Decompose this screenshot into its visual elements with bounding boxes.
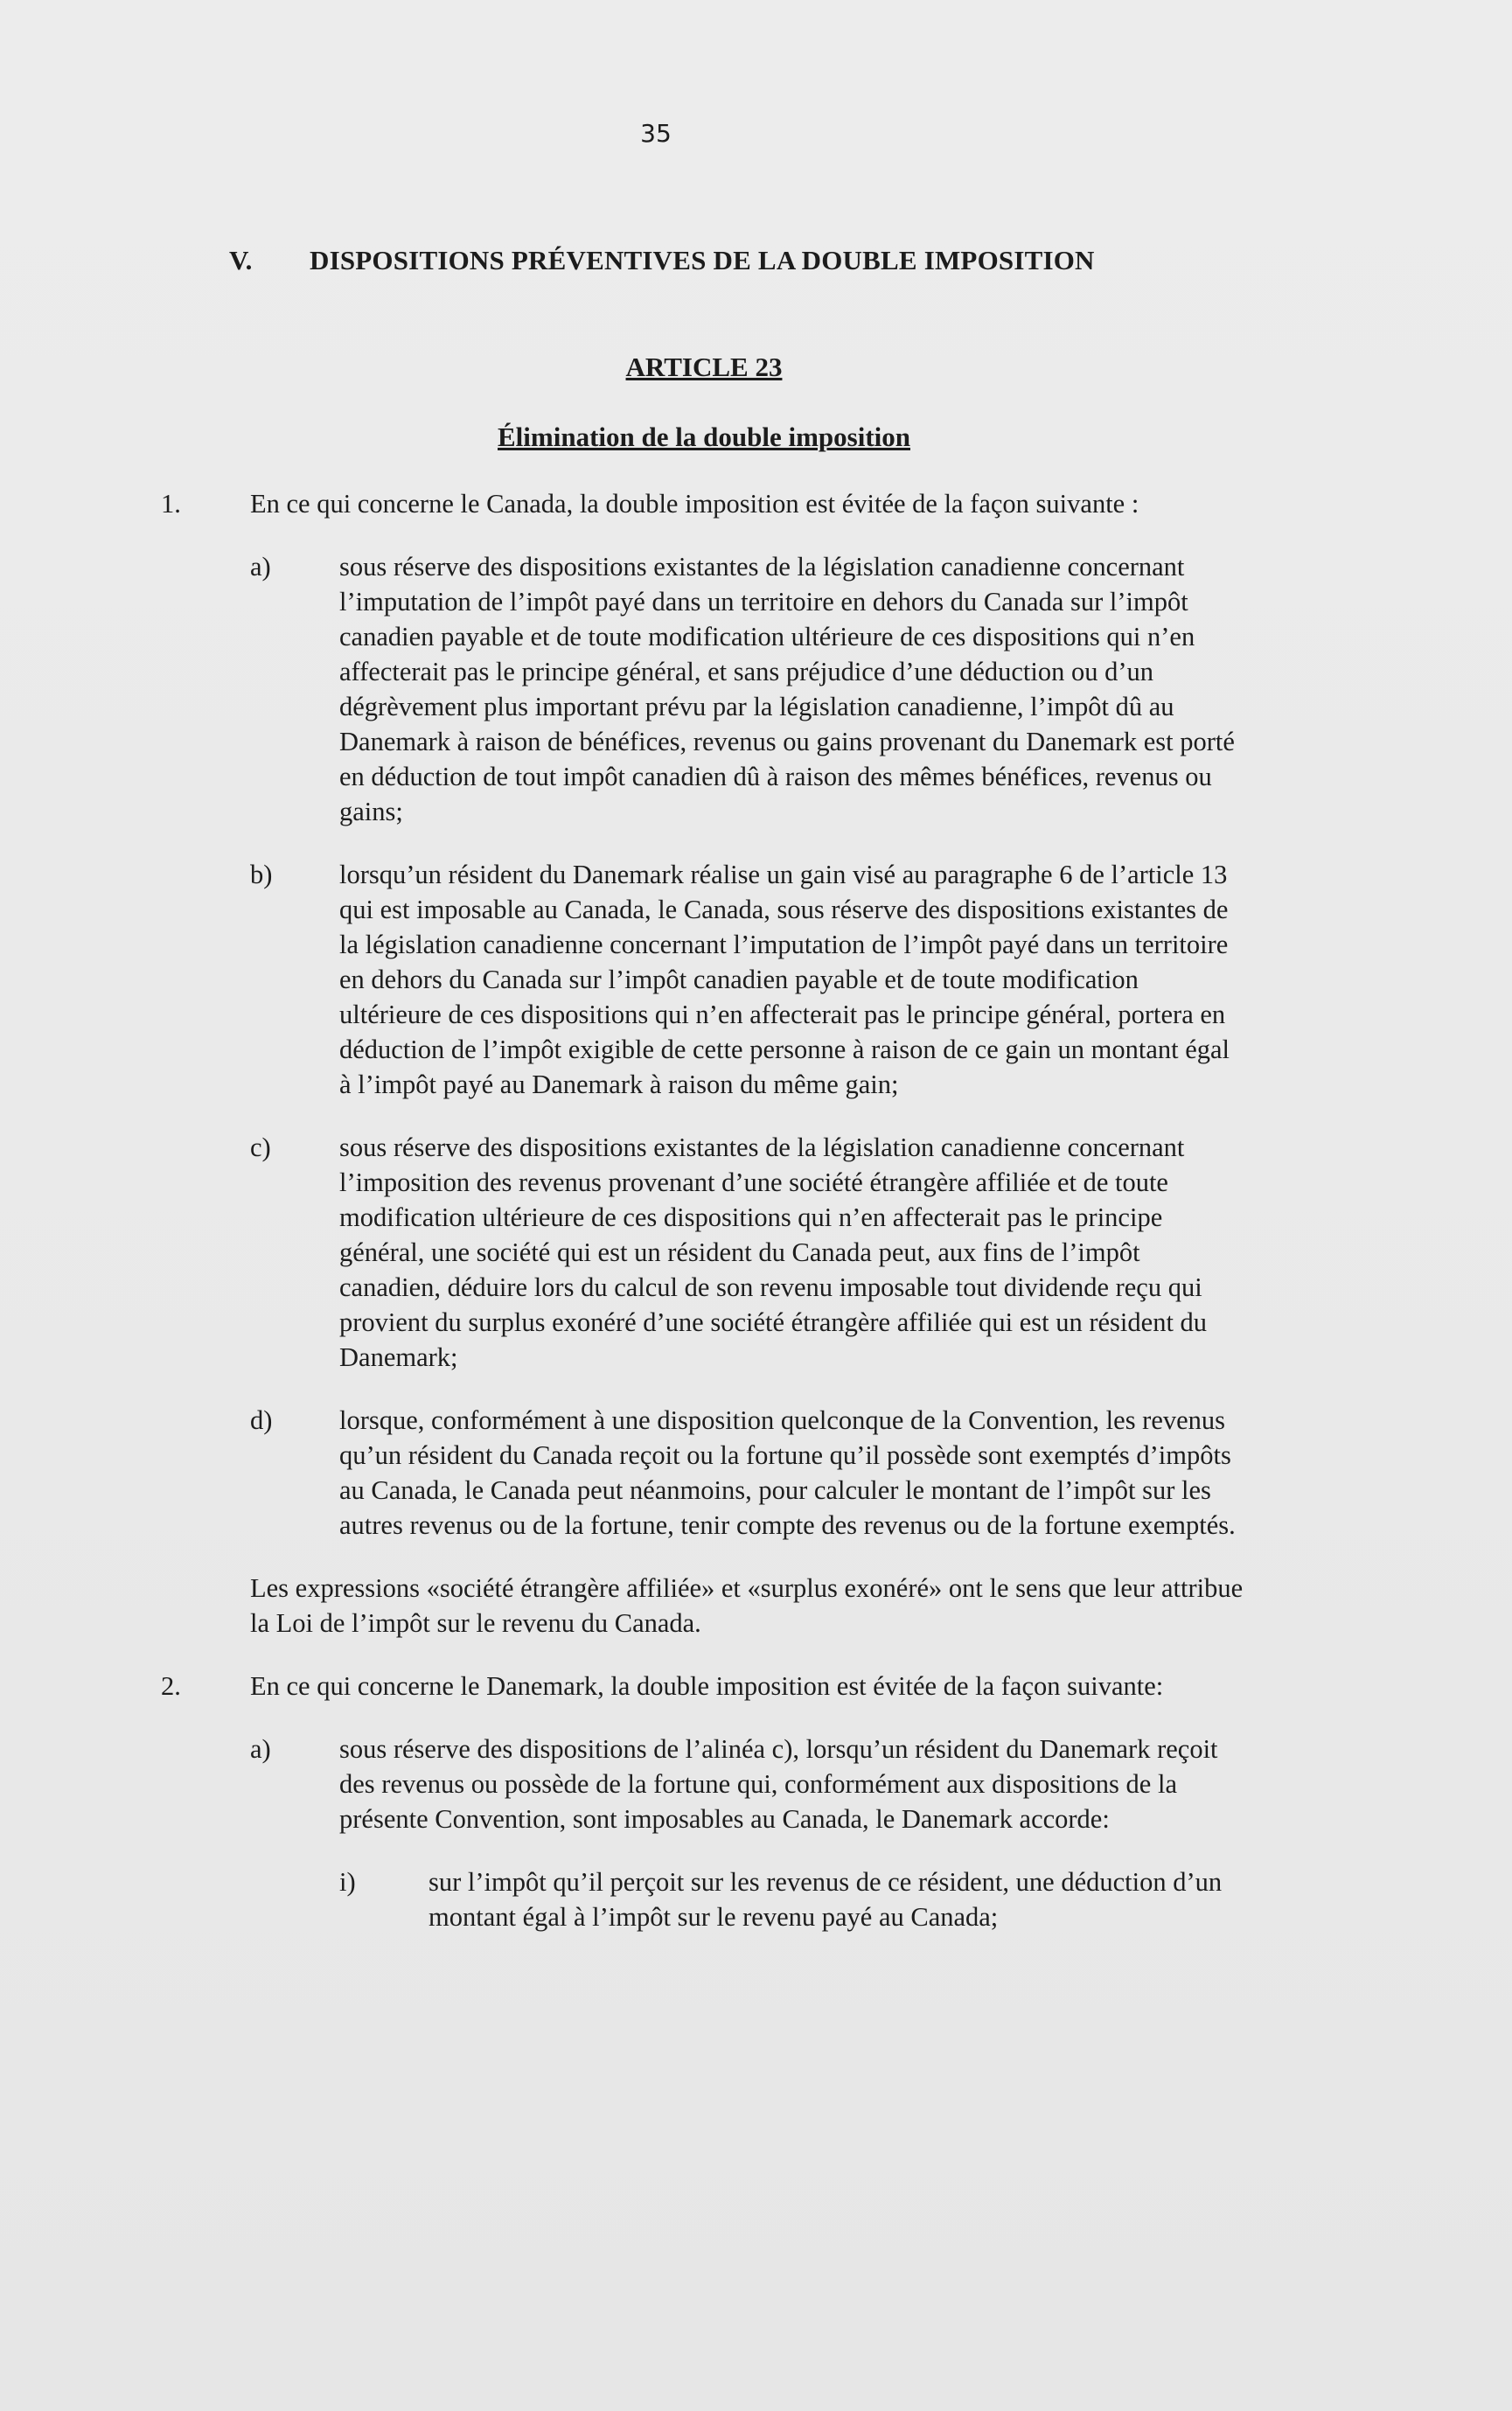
section-title: DISPOSITIONS PRÉVENTIVES DE LA DOUBLE IMPOSITION [310, 245, 1095, 275]
list-item [250, 1403, 1245, 1543]
item-label: d) [250, 1405, 273, 1435]
article-subtitle: Élimination de la double imposition [498, 422, 910, 452]
item-label: b) [250, 860, 273, 889]
item-label: i) [339, 1867, 356, 1897]
item-label: a) [250, 552, 271, 582]
article-body [161, 486, 1245, 1962]
paragraph-intro: En ce qui concerne le Danemark, la double imposition est évitée de la façon suivante: [250, 1671, 1164, 1701]
paragraph-closing: Les expressions «société étrangère affiliée» et «surplus exonéré» ont le sens que leur attribue la Loi de l’impôt sur le revenu du Canada. [250, 1573, 1244, 1638]
item-text: sur l’impôt qu’il perçoit sur les revenus de ce résident, une déduction d’un montant égal à l’impôt sur le revenu payé au Canada; [429, 1867, 1223, 1932]
item-text: sous réserve des dispositions existantes de la législation canadienne concernant l’imputation de l’impôt payé dans un territoire en dehors du Canada sur l’impôt canadien payable et de toute modification ultérieure de ces dispositions qui n’en affecterait pas le principe général, et sans préjudice d’une déduction ou d’un dégrèvement plus important prévu par la législation canadienne, l’impôt dû au Danemark à raison de bénéfices, revenus ou gains provenant du Danemark est porté en déduction de tout impôt canadien dû à raison des mêmes bénéfices, revenus ou gains; [339, 552, 1235, 826]
paragraph-number: 1. [161, 489, 181, 519]
list-item [250, 1732, 1245, 1836]
list-item [250, 549, 1245, 829]
page-number: 35 [640, 119, 672, 148]
paragraph-2 [161, 1669, 1245, 1704]
paragraph-number: 2. [161, 1671, 181, 1701]
section-number: V. [229, 245, 253, 275]
list-item [250, 857, 1245, 1102]
sub-list-item [339, 1864, 1245, 1934]
section-heading [229, 245, 1095, 276]
list-item [250, 1130, 1245, 1375]
paragraph-1 [161, 486, 1245, 521]
item-text: lorsque, conformément à une disposition quelconque de la Convention, les revenus qu’un résident du Canada reçoit ou la fortune qu’il possède sont exemptés d’impôts au Canada, le Canada peut néanmoins, pour calculer le montant de l’impôt sur les autres revenus ou de la fortune, tenir compte des revenus ou de la fortune exemptés. [339, 1405, 1236, 1540]
item-text: sous réserve des dispositions de l’alinéa c), lorsqu’un résident du Danemark reçoit des revenus ou possède de la fortune qui, conformément aux dispositions de la présente Convention, sont imposables au Canada, le Danemark accorde: [339, 1734, 1218, 1834]
paragraph-intro: En ce qui concerne le Canada, la double imposition est évitée de la façon suivante : [250, 489, 1139, 519]
item-text: lorsqu’un résident du Danemark réalise un gain visé au paragraphe 6 de l’article 13 qui est imposable au Canada, le Canada, sous réserve des dispositions existantes de la législation canadienne concernant l’imputation de l’impôt payé dans un territoire en dehors du Canada sur l’impôt canadien payable et de toute modification ultérieure de ces dispositions qui n’en affecterait pas le principe général, portera en déduction de l’impôt exigible de cette personne à raison de ce gain un montant égal à l’impôt payé au Danemark à raison du même gain; [339, 860, 1230, 1099]
item-label: a) [250, 1734, 271, 1764]
item-text: sous réserve des dispositions existantes de la législation canadienne concernant l’imposition des revenus provenant d’une société étrangère affiliée et de toute modification ultérieure de ces dispositions qui n’en affecterait pas le principe général, une société qui est un résident du Canada peut, aux fins de l’impôt canadien, déduire lors du calcul de son revenu imposable tout dividende reçu qui provient du surplus exonéré d’une société étrangère affiliée qui est un résident du Danemark; [339, 1132, 1208, 1372]
article-title: ARTICLE 23 [625, 352, 783, 382]
item-label: c) [250, 1132, 271, 1162]
